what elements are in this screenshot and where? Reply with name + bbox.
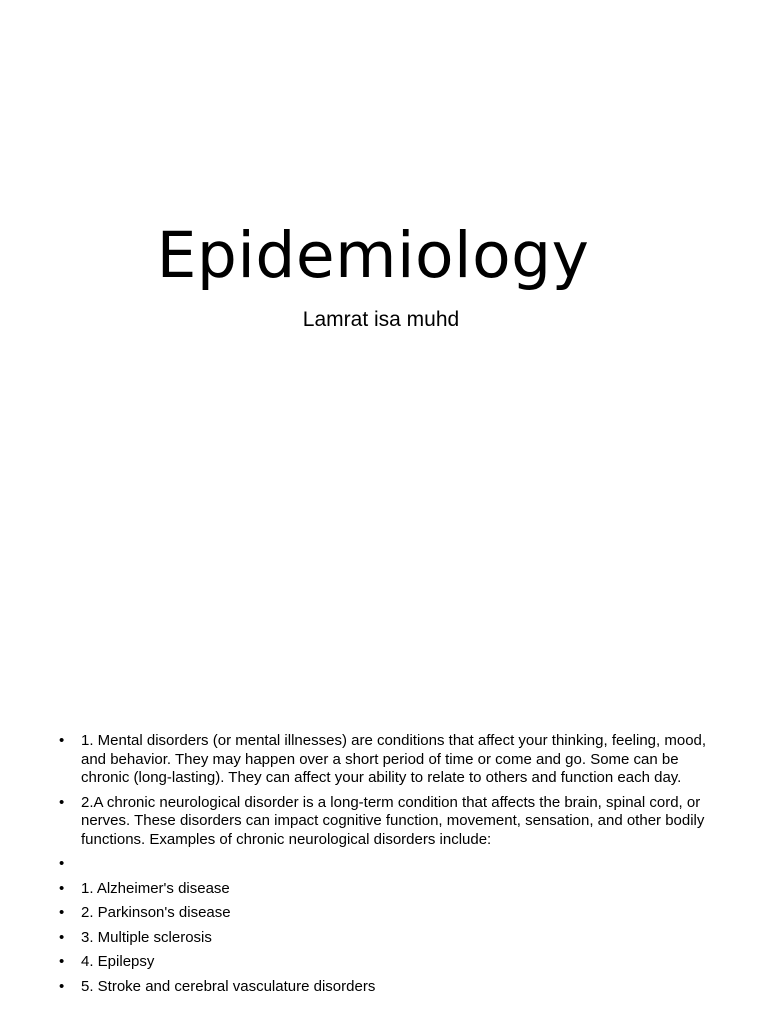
bullet-icon: •	[59, 953, 65, 970]
list-item	[56, 929, 716, 948]
bullet-icon: •	[59, 879, 65, 897]
list-item	[56, 794, 716, 850]
list-item-text: 2. Parkinson's disease	[81, 904, 231, 921]
list-item	[56, 978, 716, 997]
bullet-icon: •	[59, 904, 65, 921]
bullet-icon: •	[59, 793, 65, 811]
list-item	[56, 855, 716, 874]
slide-subtitle: Lamrat isa muhd	[302, 308, 460, 331]
list-item-text: 4. Epilepsy	[81, 953, 155, 970]
list-item-text: 2.A chronic neurological disorder is a long-term condition that affects the brain, spinal cord, or nerves. These disorders can impact cognitive function, movement, sensation, and other bodily functions. Examples of chronic neurological disorders include:	[81, 793, 705, 848]
list-item	[56, 904, 716, 923]
content-slide	[56, 732, 716, 1002]
bullet-icon: •	[59, 855, 65, 872]
slide-title: Epidemiology	[156, 219, 590, 292]
bullet-icon: •	[59, 977, 65, 995]
list-item-text: 1. Alzheimer's disease	[81, 879, 230, 897]
bullet-icon: •	[59, 732, 65, 749]
bullet-list	[56, 732, 716, 996]
list-item	[56, 953, 716, 972]
list-item-text: 3. Multiple sclerosis	[81, 928, 212, 946]
list-item-text: 5. Stroke and cerebral vasculature disorders	[81, 977, 376, 995]
list-item	[56, 880, 716, 899]
bullet-icon: •	[59, 928, 65, 946]
list-item-text: 1. Mental disorders (or mental illnesses) are conditions that affect your thinking, feeling, mood, and behavior. They may happen over a short period of time or come and go. Some can be chronic (long-lasting). They can affect your ability to relate to others and function each day.	[81, 732, 707, 786]
list-item	[56, 732, 716, 788]
